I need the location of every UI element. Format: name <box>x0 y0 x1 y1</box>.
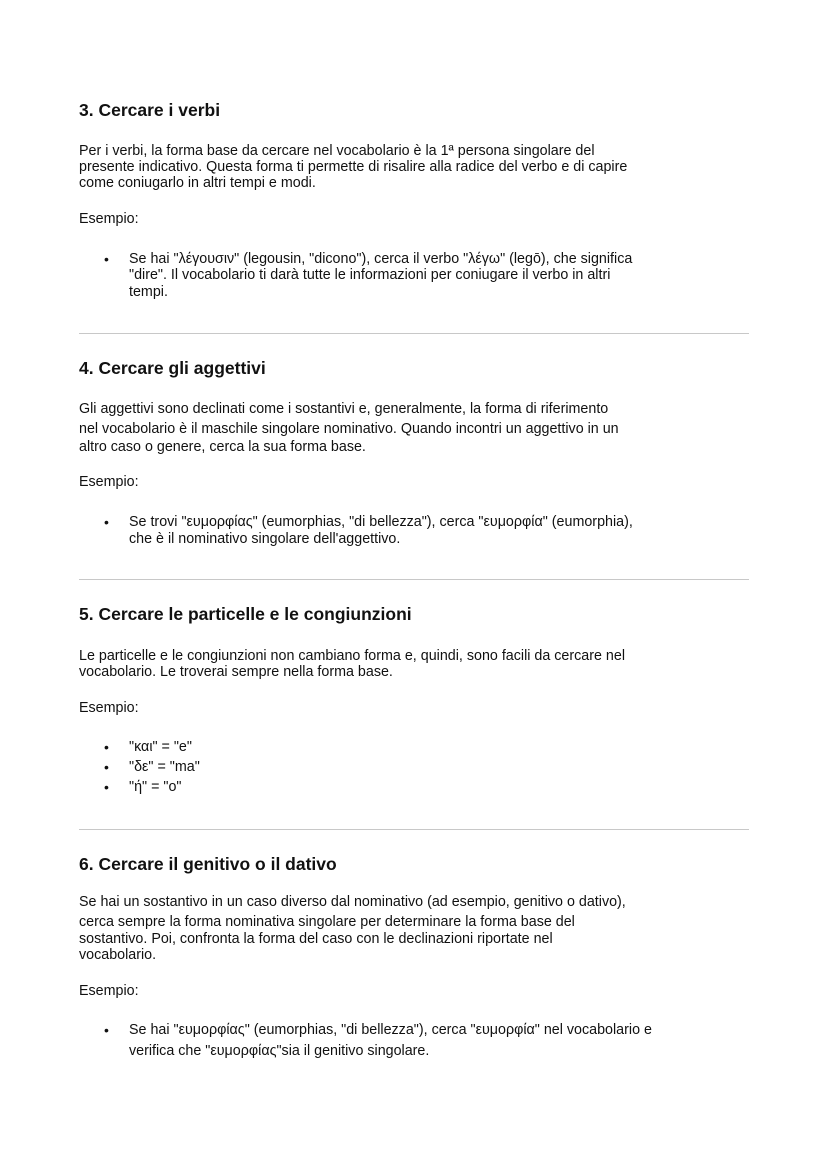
bullet-line: "dire". Il vocabolario ti darà tutte le informazioni per coniugare il verbo in altri <box>129 267 611 283</box>
divider <box>79 829 749 830</box>
bullet-line: "δε" = "ma" <box>129 759 200 775</box>
bullet-line: che è il nominativo singolare dell'aggettivo. <box>129 531 401 547</box>
paragraph-line: nel vocabolario è il maschile singolare nominativo. Quando incontri un aggettivo in un <box>79 421 619 437</box>
paragraph-line: altro caso o genere, cerca la sua forma base. <box>79 439 366 455</box>
bullet-line: "ή" = "o" <box>129 779 182 795</box>
bullet-line: "και" = "e" <box>129 739 192 755</box>
example-label: Esempio: <box>79 983 139 999</box>
bullet-icon: • <box>104 1022 109 1038</box>
example-label: Esempio: <box>79 700 139 716</box>
paragraph-line: cerca sempre la forma nominativa singolare per determinare la forma base del <box>79 914 575 930</box>
section-heading: 5. Cercare le particelle e le congiunzioni <box>79 604 412 624</box>
paragraph-line: Gli aggettivi sono declinati come i sostantivi e, generalmente, la forma di riferimento <box>79 401 609 417</box>
section-heading: 3. Cercare i verbi <box>79 100 221 120</box>
bullet-line: Se hai "λέγουσιν" (legousin, "dicono"), cerca il verbo "λέγω" (legō), che significa <box>129 251 633 267</box>
bullet-icon: • <box>104 514 109 530</box>
bullet-line: verifica che "ευμορφίας"sia il genitivo singolare. <box>129 1043 430 1059</box>
paragraph-line: presente indicativo. Questa forma ti permette di risalire alla radice del verbo e di capire <box>79 159 628 175</box>
paragraph-line: vocabolario. <box>79 947 157 963</box>
paragraph-line: come coniugarlo in altri tempi e modi. <box>79 175 316 191</box>
bullet-icon: • <box>104 759 109 775</box>
divider <box>79 579 749 580</box>
paragraph-line: Se hai un sostantivo in un caso diverso dal nominativo (ad esempio, genitivo o dativo), <box>79 894 626 910</box>
section-heading: 6. Cercare il genitivo o il dativo <box>79 854 337 874</box>
divider <box>79 333 749 334</box>
example-label: Esempio: <box>79 474 139 490</box>
bullet-line: tempi. <box>129 284 168 300</box>
bullet-line: Se trovi "ευμορφίας" (eumorphias, "di bellezza"), cerca "ευμορφία" (eumorphia), <box>129 514 633 530</box>
paragraph-line: sostantivo. Poi, confronta la forma del caso con le declinazioni riportate nel <box>79 931 553 947</box>
paragraph-line: Per i verbi, la forma base da cercare nel vocabolario è la 1ª persona singolare del <box>79 143 595 159</box>
section-heading: 4. Cercare gli aggettivi <box>79 358 266 378</box>
paragraph-line: vocabolario. Le troverai sempre nella forma base. <box>79 664 393 680</box>
bullet-icon: • <box>104 779 109 795</box>
bullet-icon: • <box>104 739 109 755</box>
paragraph-line: Le particelle e le congiunzioni non cambiano forma e, quindi, sono facili da cercare nel <box>79 648 625 664</box>
example-label: Esempio: <box>79 211 139 227</box>
bullet-icon: • <box>104 251 109 267</box>
bullet-line: Se hai "ευμορφίας" (eumorphias, "di bellezza"), cerca "ευμορφία" nel vocabolario e <box>129 1022 652 1038</box>
